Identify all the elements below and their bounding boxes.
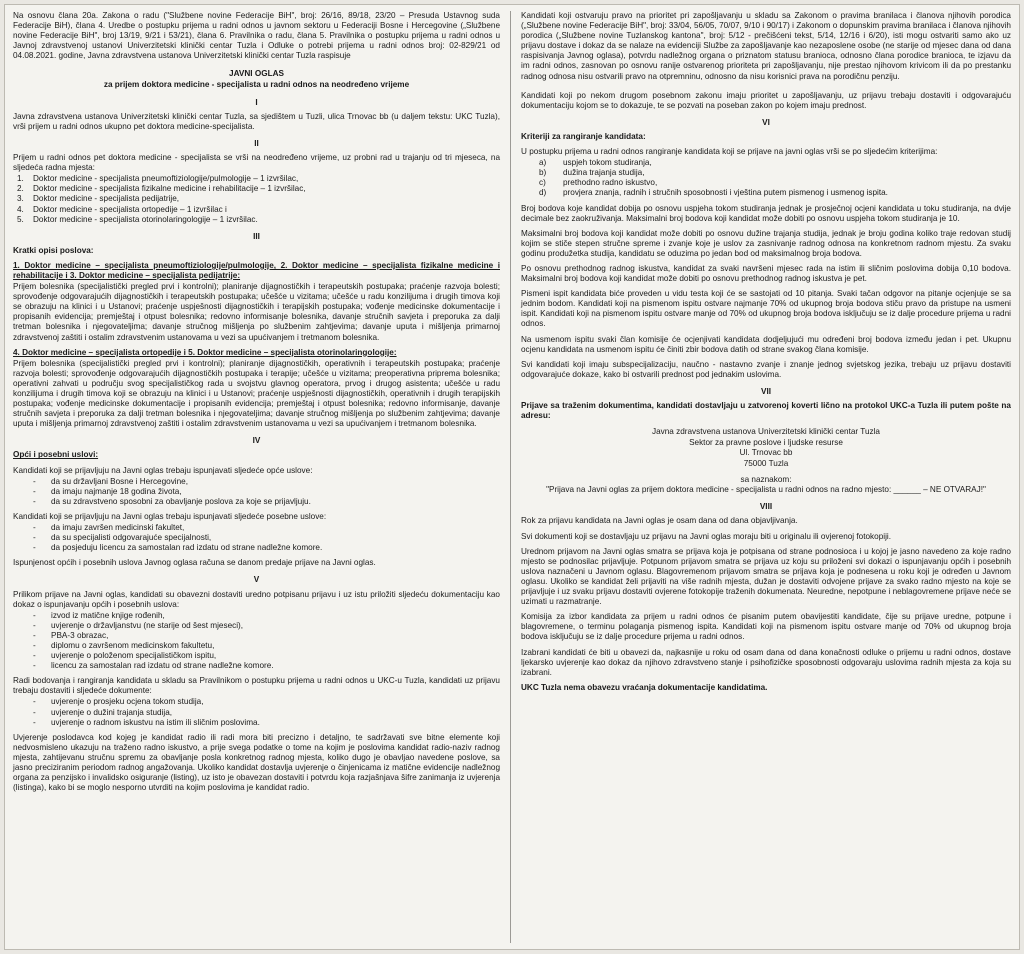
submission-intro: Prijave sa traženim dokumentima, kandidati dostavljaju u zatvorenoj koverti lično na protokol UKC-a Tuzla ili putem pošte na adresu: (521, 401, 1011, 421)
position-item: 2. Doktor medicine - specijalista fizikalne medicine i rehabilitacije – 1 izvršilac, (17, 184, 306, 194)
document-item: - uvjerenje o radnom iskustvu na istim ili sličnim poslovima. (13, 718, 500, 728)
section-number-7: VII (760, 386, 771, 396)
required-documents-list (13, 611, 500, 672)
job-descriptions-heading: Kratki opisi poslova: (13, 245, 94, 255)
other-priority-paragraph: Kandidati koji po nekom drugom posebnom zakonu imaju prioritet u zapošljavanju, uz prijavu trebaju dostaviti i odgovarajuću dokumentaciju kojom se to dokazuje, te se pozvati na poseban zakon po kojem imaju prednost. (521, 90, 1011, 110)
condition-item: - da su državljani Bosne i Hercegovine, (13, 477, 500, 487)
study-success-points: Broj bodova koje kandidat dobija po osnovu uspjeha tokom studiranja jednak je prosječnoj ocjeni kandidata u toku studiranja, na dvije decimale bez zaokruživanja. Maksimalni broj bodova koji kandidat može dobiti po osnovu uspjeha tokom studiranja je 10. (521, 203, 1011, 223)
section-number-2: II (254, 138, 259, 148)
job-group-2-text: Prijem bolesnika (specijalistički pregled prvi i kontrolni); planiranje dijagnostičkih, operativnih i terapeutskih postupaka; praćenje razvoja bolesti; sprovođenje odgovarajućih dijagnostičkih postupaka i terapije; učešće u vizitama; preoperativna priprema bolesnika; operativni zahvati u području svog specijalističkog rada u svojstvu glavnog operatora, prvog i drugog asistenta; učešće u radu konzilijuma i drugih timova koji se obrazuju na klinici i u Ustanovi; praćenje uspješnosti dijagnostičkih, operativnih i drugih terapijskih postupaka; vođenje medicinske dokumentacije i propisanih evidencija; premještaj i otpust bolesnika; redovno informisanje, davanje stručnih savjeta i preporuka za dalji tretman bolesnika i njegovateljima; davanje stručnog mišljenja po službenim zahtjevima; davanje uputa i mišljenja primarnoj zdravstvenoj zaštiti i ostalim zdravstvenim ustanovama u vezi sa upućivanjem i tretmanom bolesnika. (13, 358, 500, 429)
deadline-paragraph: Rok za prijavu kandidata na Javni oglas je osam dana od dana objavljivanja. (521, 516, 798, 526)
section-number-6: VI (762, 117, 770, 127)
conditions-fulfilment-note: Ispunjenost općih i posebnih uslova Javnog oglasa računa se danom predaje prijave na Javni oglas. (13, 558, 376, 568)
position-item: 1. Doktor medicine - specijalista pneumoftiziologije/pulmologije – 1 izvršilac, (17, 174, 299, 184)
criterion-item: c) prethodno radno iskustvo, (539, 178, 658, 188)
special-conditions-intro: Kandidati koji se prijavljuju na Javni oglas trebaju ispunjavati sljedeće posebne uslove: (13, 511, 327, 521)
position-item: 5. Doktor medicine - specijalista otorinolaringologije – 1 izvršilac. (17, 214, 258, 224)
position-item: 4. Doktor medicine - specijalista ortopedije – 1 izvršilac i (17, 204, 227, 214)
position-item: 3. Doktor medicine - specijalista pedijatrije, (17, 194, 180, 204)
section-number-8: VIII (759, 502, 773, 512)
address-line: 75000 Tuzla (743, 458, 789, 468)
criterion-item: d) provjera znanja, radnih i stručnih sposobnosti i vještina putem pismenog i usmenog ispita. (539, 188, 888, 198)
oral-exam-paragraph: Na usmenom ispitu svaki član komisije će ocjenjivati kandidata dodjeljujući mu određeni broj bodova između jedan i pet. Ukupnu ocjenu kandidata na usmenom ispitu će činiti zbir bodova datih od strane svakog člana komisije. (521, 334, 1011, 354)
ranking-documents-intro: Radi bodovanja i rangiranja kandidata u skladu sa Pravilnikom o postupku prijema u radni odnos u UKC-u Tuzla, kandidati uz prijavu trebaju dostaviti i sljedeće dokumente: (13, 676, 500, 696)
right-column (517, 11, 1015, 698)
criteria-list (521, 158, 1011, 198)
condition-item: - da imaju završen medicinski fakultet, (13, 523, 500, 533)
newspaper-page (4, 4, 1020, 950)
document-item: - uvjerenje o prosjeku ocjena tokom studija, (13, 697, 500, 707)
general-conditions-list (13, 477, 500, 507)
documents-intro: Prilikom prijave na Javni oglas, kandidati su obavezni dostaviti uredno potpisanu prijavu i uz istu priložiti sljedeću dokumentaciju kao dokaz o ispunjavanju općih i posebnih uslova: (13, 589, 500, 609)
medical-certificate-paragraph: Izabrani kandidati će biti u obavezi da, najkasnije u roku od osam dana od dana konačnosti odluke o prijemu u radni odnos, dostave ljekarsko uvjerenje kao dokaz da njihovo zdravstveno stanje i psihofizičke sposobnosti odgovaraju uslovima radnih mjesta za koja su izabrani. (521, 647, 1011, 677)
employer-certificate-paragraph: Uvjerenje poslodavca kod kojeg je kandidat radio ili radi mora biti precizno i detaljno, te sadržavati sve bitne elemente koji nedvosmisleno ukazuju na traženo radno iskustvo, a prije svega podatke o tome na kojim je poslovima kandidat radio-naziv radnog mjesta, zahtijevanu stručnu spremu za obavljanje posla konkretnog radnog mjesta, koliko dugo je obavljao navedene poslove, sa jasno preciziranim periodom radnog angažovanja. Ukoliko kandidat dostavlja uvjerenje o činjenicama iz matične evidencije nadležnog organa za penzijsko i invalidsko osiguranje (listing), uz isto je obavezan dostaviti i potvrdu koja razjašnjava šifre zanimanja iz uvjerenja (listinga), kako bi se moglo nesporno utvrditi na kojim poslovima je kandidat radio. (13, 732, 500, 793)
job-group-1-title: 1. Doktor medicine – specijalista pneumoftiziologije/pulmologije, 2. Doktor medicine – specijalista fizikalne medicine i rehabilitacije i 3. Doktor medicine – specijalista pedijatrije: (13, 260, 500, 280)
legal-basis-paragraph: Na osnovu člana 20a. Zakona o radu ("Službene novine Federacije BiH", broj: 26/16, 89/18, 23/20 – Presuda Ustavnog suda Federacije BiH), člana 4. Uredbe o postupku prijema u radni odnos u javnom sektoru u Federaciji Bosne i Hercegovine („Službene novine Federacije BiH", broj 13/19, 9/21 i 53/21), člana 6. Pravilnika o radu, člana 5. Pravilnika o postupku prijema u radni odnos u Javnoj zdravstvenoj ustanovi Univerzitetski klinički centar Tuzla i Odluke o potrebi prijema u radni odnos broj: 02-829/21 od 04.08.2021. godine, Javna zdravstvena ustanova Univerzitetski klinički centar Tuzla raspisuje (13, 11, 500, 61)
announcement-subtitle: za prijem doktora medicine - specijalista u radni odnos na neodređeno vrijeme (103, 79, 410, 89)
document-item: - uvjerenje o dužini trajanja studija, (13, 708, 500, 718)
section-number-4: IV (252, 436, 261, 446)
document-item: - uvjerenje o položenom specijalističkom ispitu, (13, 651, 500, 661)
written-exam-paragraph: Pismeni ispit kandidata biće proveden u vidu testa koji će se sastojati od 10 pitanja. Svaki tačan odgovor na pitanje ocjenjuje se sa jednim bodom. Kandidati koji na pismenom ispitu ostvare najmanje 70% od ukupnog broja bodova stiču pravo da pristupe na usmeni ispit. Kandidati koji na pismenom ispitu ostvare manje od 70% od ukupnog broja bodova isključuju se iz dalje procedure prijema u radni odnos. (521, 289, 1011, 329)
announcement-title: JAVNI OGLAS (229, 69, 284, 79)
commission-paragraph: Komisija za izbor kandidata za prijem u radni odnos će pisanim putem obavijestiti kandidate, čije su prijave uredne, potpune i blagovremene, o terminu polaganja pismenog ispita. Kandidati koji na pismenom ispitu ostvare manje od 70% od ukupnog broja bodova isključuju se iz dalje procedure prijema u radni odnos. (521, 612, 1011, 642)
left-column (9, 11, 504, 798)
section-number-1: I (255, 97, 258, 107)
envelope-note: "Prijava na Javni oglas za prijem doktora medicine - specijalista u radni odnos na radno mjesto: ______ – NE OTVARAJ!" (546, 485, 986, 495)
condition-item: - da posjeduju licencu za samostalan rad izdatu od strane nadležne komore. (13, 543, 500, 553)
address-line: Ul. Trnovac bb (739, 448, 793, 458)
section-1-text: Javna zdravstvena ustanova Univerzitetski klinički centar Tuzla, sa sjedištem u Tuzli, ulica Trnovac bb (u daljem tekstu: UKC Tuzla), vrši prijem u radni odnos ukupno pet doktora medicine-specijalista. (13, 111, 500, 131)
criterion-item: b) dužina trajanja studija, (539, 168, 645, 178)
section-number-5: V (253, 575, 260, 585)
criterion-item: a) uspjeh tokom studiranja, (539, 158, 652, 168)
valid-application-paragraph: Urednom prijavom na Javni oglas smatra se prijava koja je potpisana od strane podnosioca i u kojoj je jasno navedeno za koje radno mjesto se podnosilac prijavljuje. Potpunom prijavom smatra se prijava uz koju su priloženi svi dokazi o ispunjavanju općih i posebnih uslova naznačeni u Javnom oglasu. Blagovremenom prijavom smatra se prijava koja je podnesena u roku koji je određen u Javnom oglasu. Ukoliko se kandidat želi prijaviti na više radnih mjesta, dužan je dostaviti odvojene prijave za svako radno mjesto na koje se prijavljuje i uz svaku prijavu dostaviti ovjerene fotokopije traženih dokumenata. Neuredne, nepotpune i neblagovremene prijave neće se uzimati u razmatranje. (521, 546, 1011, 607)
section-2-text: Prijem u radni odnos pet doktora medicine - specijalista se vrši na neodređeno vrijeme, uz probni rad u trajanju od tri mjeseca, na sljedeća radna mjesta: (13, 153, 500, 173)
section-number-3: III (253, 231, 260, 241)
closing-note: UKC Tuzla nema obavezu vraćanja dokumentacije kandidatima. (521, 682, 768, 692)
condition-item: - da su specijalisti odgovarajuće specijalnosti, (13, 533, 500, 543)
work-experience-points: Po osnovu prethodnog radnog iskustva, kandidat za svaki navršeni mjesec rada na istim ili sličnim poslovima dobija 0,10 bodova. Maksimalni broj bodova koji kandidat može dobiti po osnovu prethodnog radnog iskustva je pet. (521, 263, 1011, 284)
envelope-note-label: sa naznakom: (740, 475, 792, 485)
condition-item: - da imaju najmanje 18 godina života, (13, 487, 500, 497)
study-duration-points: Maksimalni broj bodova koji kandidat može dobiti po osnovu dužine trajanja studija, jednak je broju godina koliko traje redovan studij kojim se stiče stepen stručne spreme i zvanje koje je uslov za zasnivanje radnog odnosa na konkretnom radnom mjestu. Za svaku godinu produžetka studija, kandidatu se oduzima po jedan bod od maksimalnog broja bodova. (521, 228, 1011, 258)
general-conditions-intro: Kandidati koji se prijavljuju na Javni oglas trebaju ispunjavati sljedeće opće uslove: (13, 465, 313, 475)
job-group-1-text: Prijem bolesnika (specijalistički pregled prvi i kontrolni); planiranje dijagnostičkih i terapeutskih postupaka; praćenje razvoja bolesti; sprovođenje odgovarajućih dijagnostičkih i terapeutskih postupaka; učešće u vizitama; učešće u radu konzilijuma i drugih timova koji se obrazuju na klinici i u Ustanovi; praćenje uspješnosti dijagnostičkih i terapijskih postupaka; vođenje medicinske dokumentacije i propisanih evidencija; premještaj i otpust bolesnika; redovno informisanje bolesnika, davanje stručnih savjeta i preporuka za dalji tretman bolesnika i njegovateljima; davanje stručnog mišljenja po službenim zahtjevima; davanje uputa i mišljenja primarnoj zdravstvenoj zaštiti i ostalim zdravstvenim ustanovama u vezi sa upućivanjem i tretmanom bolesnika. (13, 282, 500, 342)
document-item: - PBA-3 obrazac, (13, 631, 500, 641)
postal-address (521, 427, 1011, 469)
condition-item: - da su zdravstveno sposobni za obavljanje poslova za koje se prijavljuju. (13, 497, 500, 507)
document-item: - licencu za samostalan rad izdatu od strane nadležne komore. (13, 661, 500, 671)
conditions-heading: Opći i posebni uslovi: (13, 450, 99, 460)
originals-paragraph: Svi dokumenti koji se dostavljaju uz prijavu na Javni oglas moraju biti u originalu ili ovjerenoj fotokopiji. (521, 531, 891, 541)
special-conditions-list (13, 523, 500, 553)
criteria-intro: U postupku prijema u radni odnos rangiranje kandidata koji se prijave na javni oglas vrši se po sljedećim kriterijima: (521, 147, 938, 157)
positions-list (13, 174, 500, 224)
advantage-paragraph: Svi kandidati koji imaju subspecijalizaciju, naučno - nastavno zvanje i znanje jednog svjetskog jezika, trebaju uz prijavu dostaviti odgovarajuće dokaze, kako bi ostvarili prednost pod jednakim uslovima. (521, 359, 1011, 379)
criteria-heading: Kriteriji za rangiranje kandidata: (521, 131, 646, 141)
ranking-documents-list (13, 697, 500, 727)
column-divider (510, 11, 511, 943)
address-line: Javna zdravstvena ustanova Univerzitetski klinički centar Tuzla (652, 427, 880, 437)
document-item: - izvod iz matične knjige rođenih, (13, 611, 500, 621)
address-line: Sektor za pravne poslove i ljudske resurse (689, 437, 843, 447)
document-item: - diplomu o završenom medicinskom fakultetu, (13, 641, 500, 651)
job-group-2-title: 4. Doktor medicine – specijalista ortopedije i 5. Doktor medicine – specijalista otorinolaringologije: (13, 347, 397, 357)
document-item: - uvjerenje o državljanstvu (ne starije od šest mjeseci), (13, 621, 500, 631)
veterans-priority-paragraph: Kandidati koji ostvaruju pravo na prioritet pri zapošljavanju u skladu sa Zakonom o pravima branilaca i članova njihovih porodica („Službene novine Federacije BiH", broj: 33/04, 56/05, 70/07, 9/10 i 90/17) i Zakonom o dopunskim pravima branilaca i članova njihovih porodica („Službene novine Tuzlanskog kantona", broj: 5/12 - prečišćeni tekst, 5/14, 12/16 i 6/20), isti mogu ostvariti samo ako uz prijavu dostave i dokaz da se nalaze na evidenciji Službe za zapošljavanje kao nezaposlene osobe (ne starije od mjesec dana od dana raspisivanja Javnog oglasa), potvrdu nadležnog organa o priznatom statusu branioca, odnosno člana porodice branioca, te izjavu da im radni odnos, zasnovan po osnovu ranije ostvarenog prioriteta pri zapošljavanju, nije prestao njihovom krivicom ili da po prestanku radnog odnosa nisu ostvarili pravo na otpremninu, odnosno da nisu korisnici prava na porodičnu penziju. (521, 11, 1011, 81)
